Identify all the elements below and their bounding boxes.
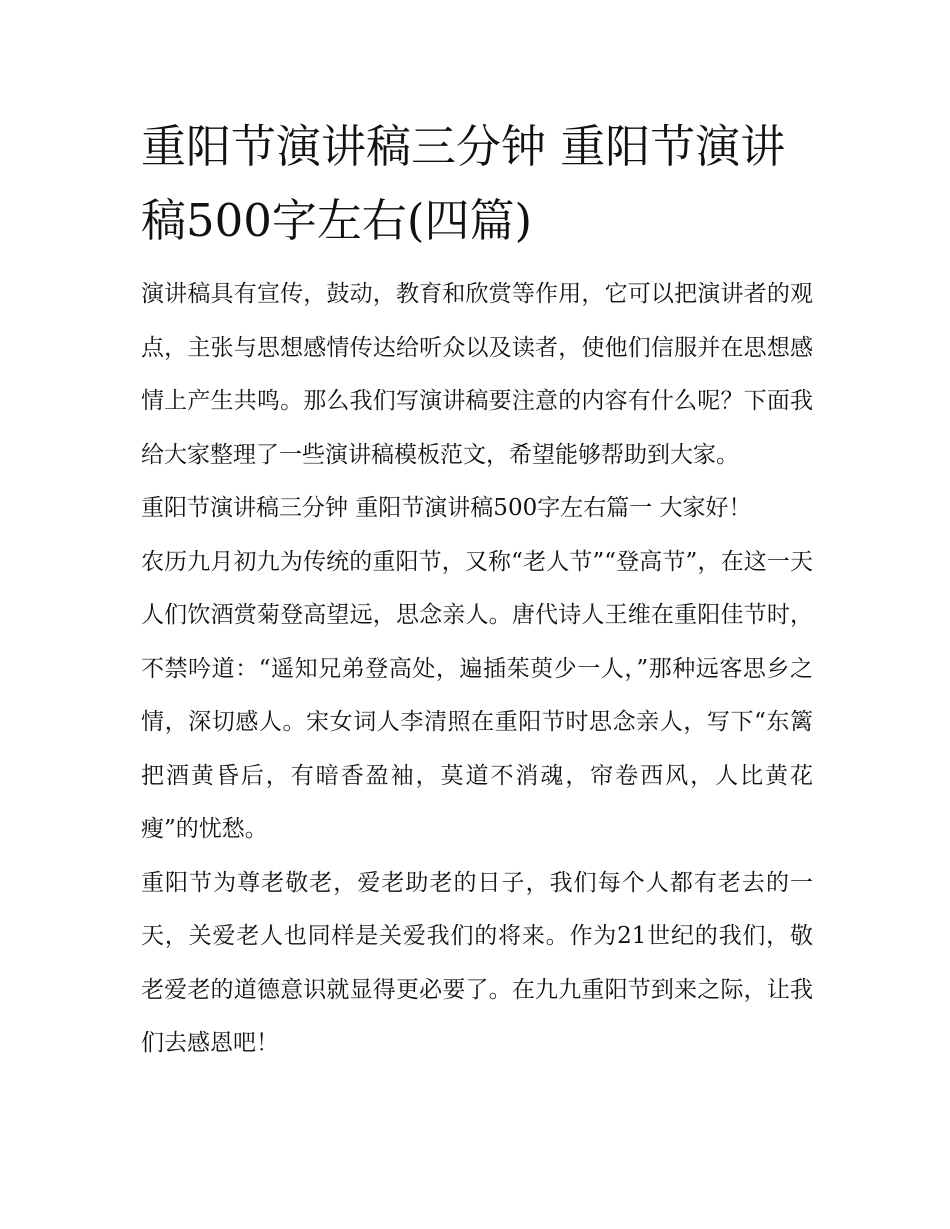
body-paragraph: 重阳节为尊老敬老，爱老助老的日子，我们每个人都有老去的一天，关爱老人也同样是关爱我们的将来。作为21世纪的我们，敬老爱老的道德意识就显得更必要了。在九九重阳节到来之际，让我们去感恩吧！ <box>141 869 813 1056</box>
body-paragraph: 农历九月初九为传统的重阳节，又称“老人节”“登高节”，在这一天人们饮酒赏菊登高望远，思念亲人。唐代诗人王维在重阳佳节时，不禁吟道：“遥知兄弟登高处，遍插茱萸少一人，”那种远客思乡之情，深切感人。宋女词人李清照在重阳节时思念亲人，写下“东篱把酒黄昏后，有暗香盈袖，莫道不消魂，帘卷西风，人比黄花瘦”的忧愁。 <box>141 548 813 842</box>
document-body <box>141 110 813 1071</box>
document-title: 重阳节演讲稿三分钟 重阳节演讲稿500字左右(四篇) <box>141 120 786 247</box>
intro-paragraph: 演讲稿具有宣传，鼓动，教育和欣赏等作用，它可以把演讲者的观点，主张与思想感情传达给听众以及读者，使他们信服并在思想感情上产生共鸣。那么我们写演讲稿要注意的内容有什么呢？下面我给大家整理了一些演讲稿模板范文，希望能够帮助到大家。 <box>141 281 813 468</box>
section-heading-paragraph: 重阳节演讲稿三分钟 重阳节演讲稿500字左右篇一 大家好！ <box>141 495 752 521</box>
